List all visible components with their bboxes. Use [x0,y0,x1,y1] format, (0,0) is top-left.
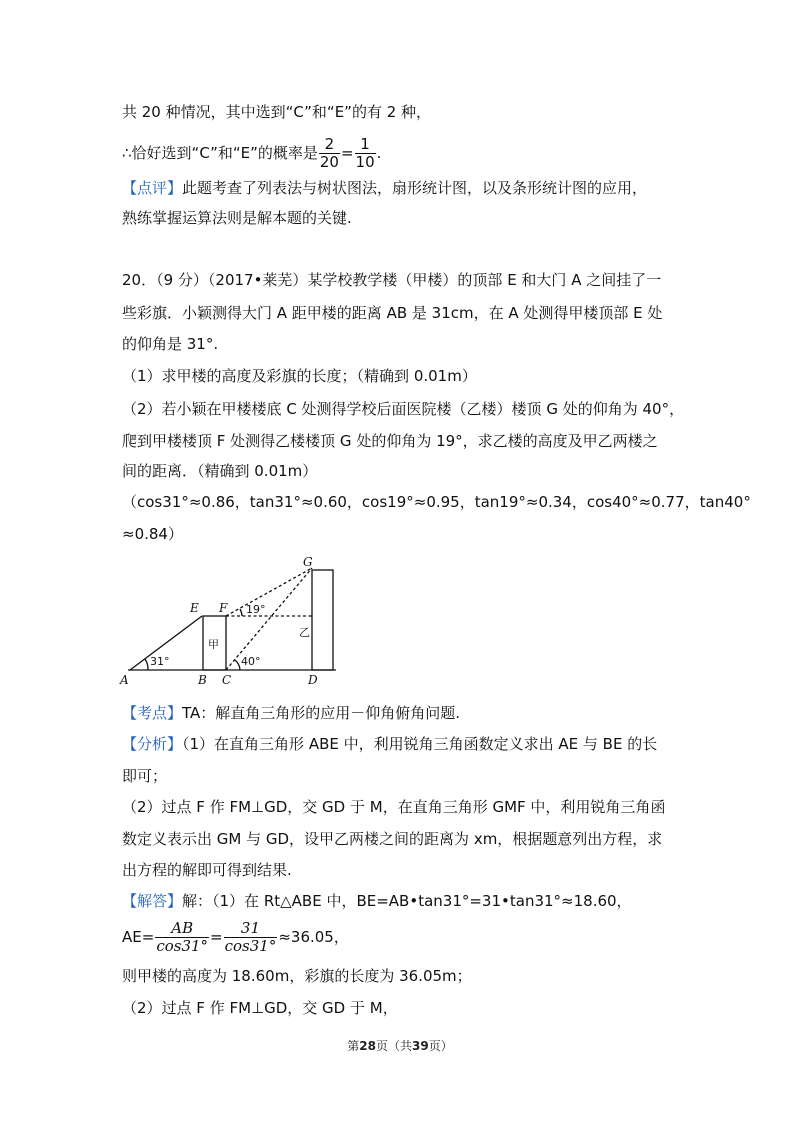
sight-line-fg [226,568,312,616]
equals: = [210,928,223,946]
page-footer [0,1037,800,1054]
angle-label-31: 31° [150,655,170,668]
angle-arc-40 [235,660,240,670]
sight-line-cg [226,568,312,670]
line-1: 共 20 种情况，其中选到“C”和“E”的有 2 种， [122,103,432,121]
angle-arc-31 [145,659,148,670]
period: . [376,144,382,162]
jieda-tag: 【解答】 [122,892,183,910]
dianping-tag: 【点评】 [122,179,183,197]
probability-line [122,134,381,172]
fenxi-line-2: 即可； [122,767,168,785]
numerator: 2 [319,136,340,154]
fraction-2-20 [319,136,340,171]
label-b: B [198,673,207,687]
kaodian-line [122,703,460,723]
denominator: 20 [319,153,339,171]
fraction-ab-cos31 [155,920,209,955]
q20-line-1: 20．（9 分）（2017•莱芜）某学校教学楼（甲楼）的顶部 E 和大门 A 之间挂了一 [122,271,662,289]
q20-line-3: 的仰角是 31°. [122,335,219,353]
dianping-line-2: 熟练掌握运算法则是解本题的关键. [122,209,352,227]
q20-line-7: 间的距离．（精确到 0.01m） [122,462,318,480]
kaodian-tag: 【考点】 [122,704,183,722]
kaodian-text: TA：解直角三角形的应用－仰角俯角问题. [182,704,461,722]
numerator: 31 [224,920,278,938]
ae-pre: AE= [122,928,155,946]
label-e: E [190,601,199,615]
fraction-1-10 [355,136,376,171]
q20-line-2: 些彩旗．小颖测得大门 A 距甲楼的距离 AB 是 31cm，在 A 处测得甲楼顶部 E 处 [122,304,663,322]
denominator: 10 [355,153,375,171]
numerator: AB [155,920,209,938]
probability-pre: ∴恰好选到“C”和“E”的概率是 [122,144,318,162]
label-yi: 乙 [299,626,310,639]
ae-post: ≈36.05， [278,928,349,946]
jieda-line-1 [122,891,632,911]
label-d: D [308,673,318,687]
label-a: A [120,673,129,687]
angle-label-40: 40° [241,655,261,668]
page-total: 39 [412,1039,429,1053]
fenxi-text: （1）在直角三角形 ABE 中，利用锐角三角函数定义求出 AE 与 BE 的长 [182,735,658,753]
numerator: 1 [355,136,376,154]
fenxi-line-3: （2）过点 F 作 FM⊥GD，交 GD 于 M，在直角三角形 GMF 中，利用锐角三角函 [122,798,666,816]
denominator: cos31° [156,937,209,955]
q20-line-5: （2）若小颖在甲楼楼底 C 处测得学校后面医院楼（乙楼）楼顶 G 处的仰角为 40°， [122,400,685,418]
ae-formula-line [122,918,349,956]
footer-prefix: 第 [347,1039,360,1053]
label-c: C [222,673,232,687]
angle-label-19: 19° [246,603,266,616]
angle-arc-19 [240,609,242,616]
q20-line-8: （cos31°≈0.86，tan31°≈0.60，cos19°≈0.95，tan19°≈0.34，cos40°≈0.77，tan40° [122,493,751,511]
jieda-line-4: （2）过点 F 作 FM⊥GD，交 GD 于 M， [122,999,398,1017]
label-f: F [219,601,228,615]
label-jia: 甲 [208,638,219,651]
label-g: G [303,555,313,569]
fenxi-line-5: 出方程的解即可得到结果. [122,861,292,879]
fenxi-tag: 【分析】 [122,735,183,753]
equals: = [340,144,354,162]
denominator: cos31° [224,937,277,955]
fenxi-line-1 [122,734,657,754]
jieda-text: 解：（1）在 Rt△ABE 中，BE=AB•tan31°=31•tan31°≈18.60， [182,892,632,910]
footer-middle: 页（共 [375,1039,412,1053]
building-yi [312,570,333,670]
q20-line-4: （1）求甲楼的高度及彩旗的长度；（精确到 0.01m） [122,367,477,385]
footer-suffix: 页） [428,1039,453,1053]
jieda-line-3: 则甲楼的高度为 18.60m，彩旗的长度为 36.05m； [122,967,472,985]
dianping-text: 此题考查了列表法与树状图法，扇形统计图，以及条形统计图的应用， [182,179,648,197]
page-number: 28 [359,1039,376,1053]
fenxi-line-4: 数定义表示出 GM 与 GD，设甲乙两楼之间的距离为 xm，根据题意列出方程，求 [122,830,663,848]
q20-line-6: 爬到甲楼楼顶 F 处测得乙楼楼顶 G 处的仰角为 19°，求乙楼的高度及甲乙两楼之 [122,432,658,450]
geometry-figure [118,548,348,688]
fraction-31-cos31 [224,920,278,955]
q20-line-9: ≈0.84） [122,525,183,543]
dianping-line-1 [122,178,647,198]
